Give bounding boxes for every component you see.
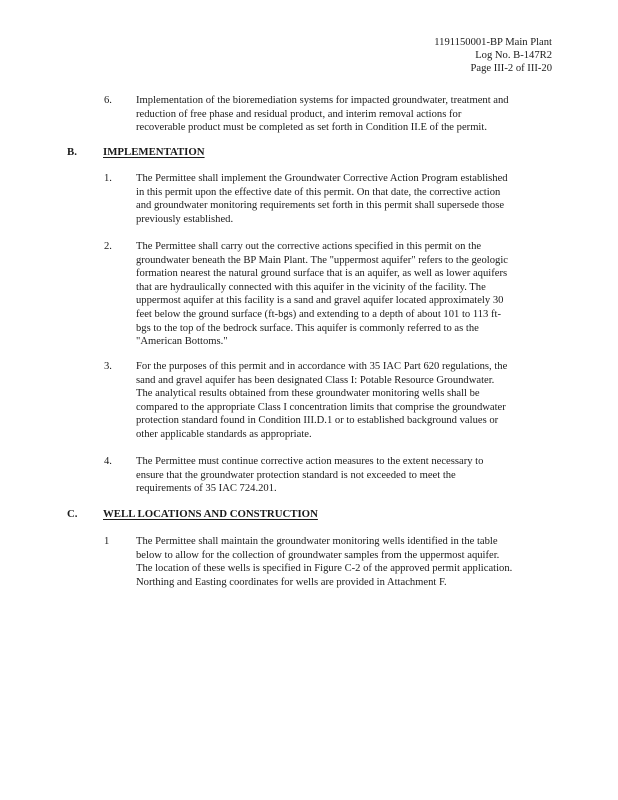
text-line: reduction of free phase and residual product, and interim removal actions for: [136, 108, 462, 120]
text-line: The Permittee must continue corrective action measures to the extent necessary to: [136, 456, 484, 467]
text-line: For the purposes of this permit and in accordance with 35 IAC Part 620 regulations, the: [136, 361, 508, 372]
item-b4-number: 4.: [104, 456, 112, 467]
item-a6-text: [136, 94, 509, 135]
section-b-letter: B.: [67, 146, 77, 158]
text-line: groundwater beneath the BP Main Plant. The "uppermost aquifer" refers to the geologic: [136, 254, 508, 266]
item-b3-number: 3.: [104, 361, 112, 372]
section-c-title: WELL LOCATIONS AND CONSTRUCTION: [103, 508, 318, 520]
text-line: sand and gravel aquifer has been designated Class I: Potable Resource Groundwater.: [136, 374, 495, 386]
item-b2-number: 2.: [104, 241, 112, 252]
text-line: "American Bottoms.": [136, 336, 228, 348]
text-line: formation nearest the natural ground surface that is an aquifer, as well as lower aquifers: [136, 268, 508, 280]
item-b1-number: 1.: [104, 173, 112, 184]
text-line: bgs to the top of the bedrock surface. This aquifer is commonly referred to as the: [136, 322, 479, 334]
text-line: The analytical results obtained from these groundwater monitoring wells shall be: [136, 388, 480, 400]
header-page-number: Page III-2 of III-20: [470, 63, 552, 75]
text-line: feet below the ground surface (ft-bgs) and extending to a depth of about 101 to 113 ft-: [136, 308, 501, 320]
text-line: compared to the appropriate Class I concentration limits that comprise the groundwater: [136, 401, 506, 413]
text-line: in this permit upon the effective date of this permit. On that date, the corrective action: [136, 186, 501, 198]
page-header: [434, 36, 552, 76]
text-line: The location of these wells is specified in Figure C-2 of the approved permit application.: [136, 563, 513, 575]
item-c1-text: [136, 535, 512, 589]
header-log-number: Log No. B-147R2: [475, 50, 552, 62]
item-b4-text: [136, 455, 483, 496]
text-line: The Permittee shall maintain the groundwater monitoring wells identified in the table: [136, 536, 498, 547]
text-line: requirements of 35 IAC 724.201.: [136, 483, 277, 495]
text-line: and groundwater monitoring requirements set forth in this permit shall supersede those: [136, 200, 505, 212]
item-a6-number: 6.: [104, 95, 112, 106]
text-line: below to allow for the collection of groundwater samples from the uppermost aquifer.: [136, 549, 500, 561]
text-line: previously established.: [136, 213, 234, 225]
text-line: other applicable standards as appropriate.: [136, 428, 312, 440]
text-line: protection standard found in Condition III.D.1 or to established background values or: [136, 415, 499, 427]
text-line: Northing and Easting coordinates for wells are provided in Attachment F.: [136, 576, 447, 588]
item-b1-text: [136, 172, 508, 226]
section-c-letter: C.: [67, 508, 78, 520]
header-permit-id: 1191150001-BP Main Plant: [434, 37, 552, 48]
item-b2-text: [136, 240, 508, 349]
text-line: uppermost aquifer at this facility is a sand and gravel aquifer located approximately 30: [136, 295, 504, 307]
text-line: ensure that the groundwater protection standard is not exceeded to meet the: [136, 469, 456, 481]
section-b-title: IMPLEMENTATION: [103, 146, 205, 158]
item-b3-text: [136, 360, 507, 442]
text-line: The Permittee shall carry out the corrective actions specified in this permit on the: [136, 241, 482, 252]
text-line: The Permittee shall implement the Groundwater Corrective Action Program established: [136, 173, 508, 184]
text-line: Implementation of the bioremediation systems for impacted groundwater, treatment and: [136, 95, 509, 106]
item-c1-number: 1: [104, 536, 110, 547]
text-line: that are hydraulically connected with this aquifer in the vicinity of the facility. The: [136, 281, 486, 293]
text-line: recoverable product must be completed as set forth in Condition II.E of the permit.: [136, 122, 487, 134]
